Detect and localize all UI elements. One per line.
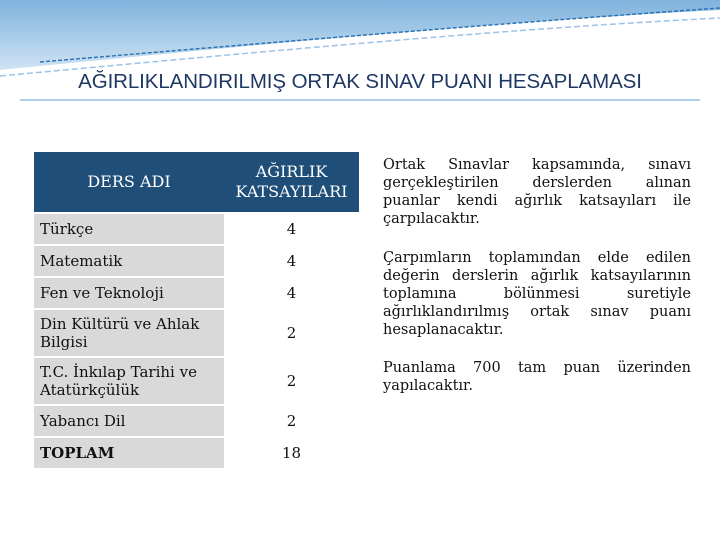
- table-total-row: [34, 438, 359, 468]
- total-value: 18: [224, 438, 359, 468]
- table-header-row: [34, 152, 359, 212]
- course-weight: 4: [224, 246, 359, 276]
- course-weight: 4: [224, 214, 359, 244]
- table-row: [34, 278, 359, 308]
- page-title: AĞIRLIKLANDIRILMIŞ ORTAK SINAV PUANI HESAPLAMASI: [78, 70, 642, 93]
- course-name: Matematik: [34, 246, 224, 276]
- description-panel: [383, 156, 691, 415]
- course-weight: 4: [224, 278, 359, 308]
- table-row: [34, 246, 359, 276]
- description-paragraph: Puanlama 700 tam puan üzerinden yapılacaktır.: [383, 360, 691, 395]
- course-name: Türkçe: [34, 214, 224, 244]
- weights-table: [34, 150, 359, 470]
- course-name: Din Kültürü ve Ahlak Bilgisi: [34, 310, 224, 356]
- header-course-name: DERS ADI: [34, 152, 224, 212]
- table-row: [34, 406, 359, 436]
- header-weight: AĞIRLIK KATSAYILARI: [224, 152, 359, 212]
- course-name: Fen ve Teknoloji: [34, 278, 224, 308]
- table-row: [34, 214, 359, 244]
- course-name: T.C. İnkılap Tarihi ve Atatürkçülük: [34, 358, 224, 404]
- course-weight: 2: [224, 358, 359, 404]
- description-paragraph: Ortak Sınavlar kapsamında, sınavı gerçekleştirilen derslerden alınan puanlar kendi ağırlık katsayıları ile çarpılacaktır.: [383, 157, 691, 228]
- table-row: [34, 358, 359, 404]
- course-weight: 2: [224, 310, 359, 356]
- table-row: [34, 310, 359, 356]
- course-weight: 2: [224, 406, 359, 436]
- description-paragraph: Çarpımların toplamından elde edilen değerin derslerin ağırlık katsayılarının toplamına bölünmesi suretiyle ağırlıklandırılmış ortak sınav puanı hesaplanacaktır.: [383, 249, 691, 338]
- total-label: TOPLAM: [34, 438, 224, 468]
- course-name: Yabancı Dil: [34, 406, 224, 436]
